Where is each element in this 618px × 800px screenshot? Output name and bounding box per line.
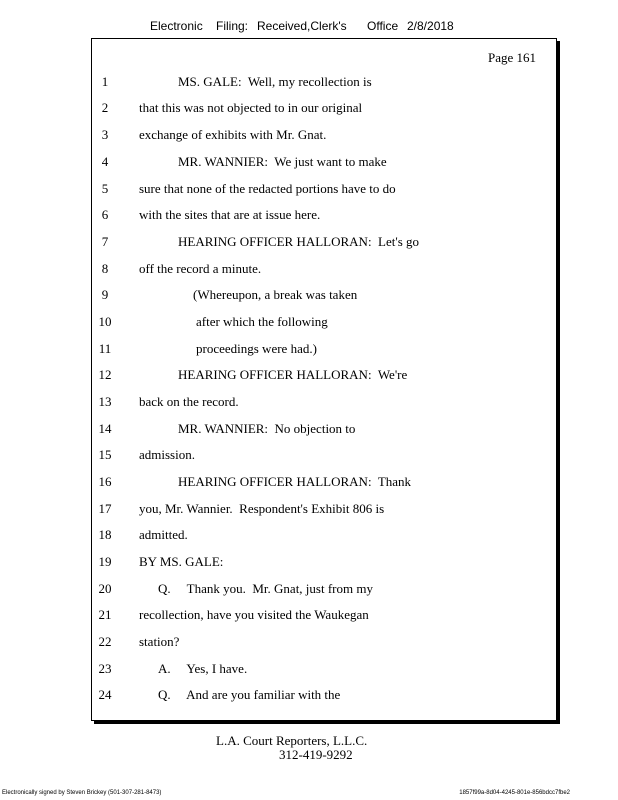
signature-right: 1857f99a-8d04-4245-801e-856bdcc7fbe2 xyxy=(459,790,570,796)
line-number: 2 xyxy=(101,100,109,115)
line-text: admission. xyxy=(139,447,195,462)
line-number: 11 xyxy=(98,341,112,356)
line-number: 19 xyxy=(98,554,112,569)
line-number: 5 xyxy=(101,181,109,196)
line-number: 7 xyxy=(101,234,109,249)
line-text: you, Mr. Wannier. Respondent's Exhibit 806 is xyxy=(139,501,385,516)
transcript-line xyxy=(0,287,618,305)
line-number: 22 xyxy=(98,634,112,649)
footer-company: L.A. Court Reporters, L.L.C. xyxy=(216,733,368,748)
transcript-line xyxy=(0,74,618,92)
line-text: with the sites that are at issue here. xyxy=(139,207,321,222)
transcript-line xyxy=(0,234,618,252)
line-text: admitted. xyxy=(139,527,188,542)
line-text: MS. GALE: Well, my recollection is xyxy=(178,74,372,89)
transcript-line xyxy=(0,261,618,279)
line-text: MR. WANNIER: No objection to xyxy=(178,421,356,436)
transcript-line xyxy=(0,527,618,545)
line-number: 3 xyxy=(101,127,109,142)
line-number: 9 xyxy=(101,287,109,302)
line-number: 6 xyxy=(101,207,109,222)
transcript-line xyxy=(0,501,618,519)
page-shadow-bottom xyxy=(94,721,560,724)
transcript-line xyxy=(0,314,618,332)
header-word-electronic: Electronic xyxy=(150,19,203,33)
header-word-date: 2/8/2018 xyxy=(407,19,454,33)
line-number: 8 xyxy=(101,261,109,276)
transcript-line xyxy=(0,607,618,625)
line-number: 15 xyxy=(98,447,112,462)
line-text: (Whereupon, a break was taken xyxy=(193,287,358,302)
header-word-office: Office xyxy=(367,19,399,33)
line-text: off the record a minute. xyxy=(139,261,262,276)
transcript-line xyxy=(0,154,618,172)
line-number: 21 xyxy=(98,607,112,622)
transcript-line xyxy=(0,474,618,492)
line-text: back on the record. xyxy=(139,394,239,409)
transcript-line xyxy=(0,127,618,145)
transcript-line xyxy=(0,181,618,199)
header-word-filing: Filing: xyxy=(216,19,249,33)
line-number: 13 xyxy=(98,394,112,409)
line-text: MR. WANNIER: We just want to make xyxy=(178,154,387,169)
line-text: Q. Thank you. Mr. Gnat, just from my xyxy=(158,581,373,596)
transcript-line xyxy=(0,367,618,385)
transcript-line xyxy=(0,207,618,225)
line-number: 4 xyxy=(101,154,109,169)
line-number: 1 xyxy=(101,74,109,89)
line-text: recollection, have you visited the Waukegan xyxy=(139,607,369,622)
line-number: 18 xyxy=(98,527,112,542)
line-number: 14 xyxy=(98,421,112,436)
transcript-line xyxy=(0,687,618,705)
line-text: Q. And are you familiar with the xyxy=(158,687,341,702)
page-number: Page 161 xyxy=(487,50,536,65)
line-text: station? xyxy=(139,634,180,649)
line-number: 16 xyxy=(98,474,112,489)
line-number: 12 xyxy=(98,367,112,382)
line-number: 17 xyxy=(98,501,112,516)
footer-phone: 312-419-9292 xyxy=(279,747,353,762)
transcript-line xyxy=(0,447,618,465)
line-text: HEARING OFFICER HALLORAN: We're xyxy=(178,367,408,382)
line-number: 24 xyxy=(98,687,112,702)
line-number: 10 xyxy=(98,314,112,329)
transcript-line xyxy=(0,661,618,679)
line-text: HEARING OFFICER HALLORAN: Let's go xyxy=(178,234,420,249)
line-number: 20 xyxy=(98,581,112,596)
line-text: after which the following xyxy=(196,314,328,329)
line-text: proceedings were had.) xyxy=(196,341,317,356)
transcript-line xyxy=(0,394,618,412)
header-word-received: Received,Clerk's xyxy=(257,19,347,33)
transcript-line xyxy=(0,634,618,652)
transcript-line xyxy=(0,421,618,439)
transcript-line xyxy=(0,341,618,359)
line-text: sure that none of the redacted portions have to do xyxy=(139,181,396,196)
line-text: BY MS. GALE: xyxy=(139,554,224,569)
line-text: A. Yes, I have. xyxy=(158,661,248,676)
line-text: that this was not objected to in our original xyxy=(139,100,363,115)
line-text: exchange of exhibits with Mr. Gnat. xyxy=(139,127,327,142)
transcript-line xyxy=(0,581,618,599)
signature-left: Electronically signed by Steven Brickey (501-307-281-8473) xyxy=(2,790,162,796)
line-text: HEARING OFFICER HALLORAN: Thank xyxy=(178,474,412,489)
filing-stamp-header xyxy=(0,19,618,37)
transcript-line xyxy=(0,100,618,118)
line-number: 23 xyxy=(98,661,112,676)
transcript-line xyxy=(0,554,618,572)
